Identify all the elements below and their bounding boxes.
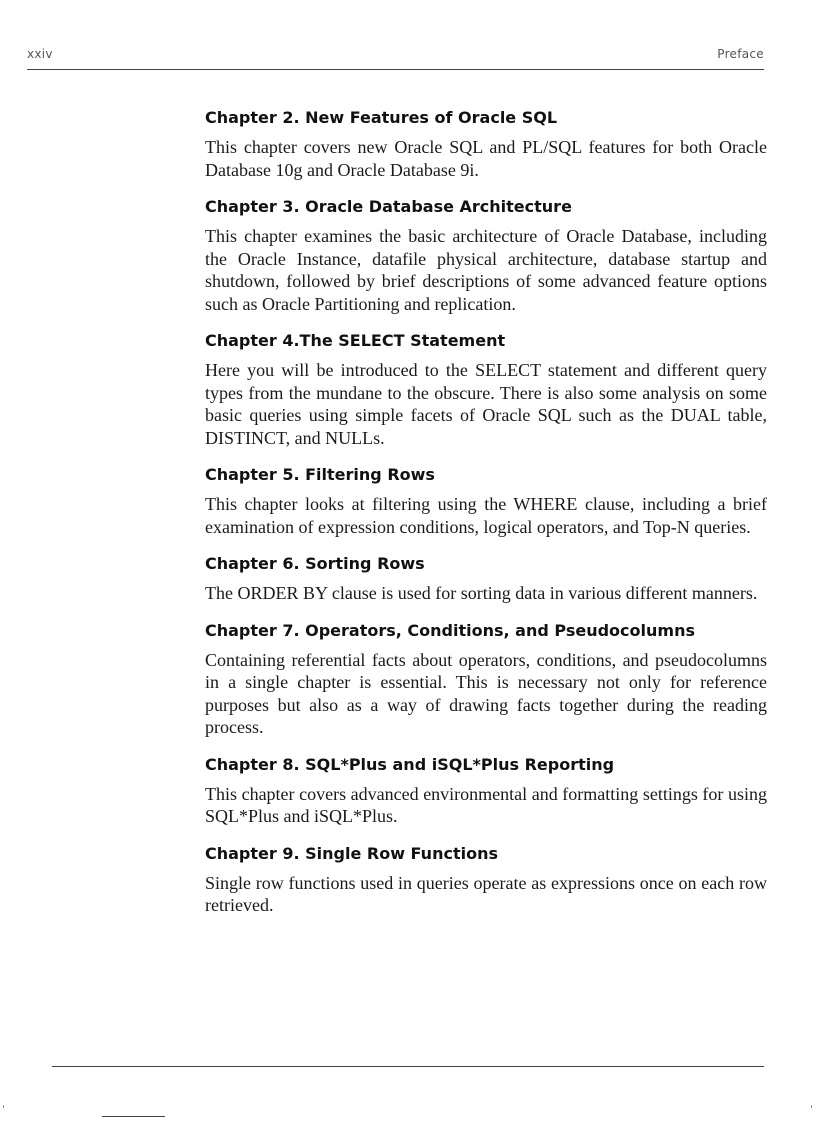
chapter-description: The ORDER BY clause is used for sorting data in various different manners.	[205, 583, 758, 603]
chapter-heading: Chapter 7. Operators, Conditions, and Pseudocolumns	[205, 620, 695, 640]
chapter-heading: Chapter 6. Sorting Rows	[205, 554, 425, 573]
chapter-heading: Chapter 4.The SELECT Statement	[205, 331, 506, 350]
chapter-entry	[205, 196, 767, 315]
header-rule	[27, 69, 764, 70]
chapter-description: This chapter covers advanced environmental and formatting settings for using SQL*Plus and iSQL*Plus.	[205, 783, 767, 826]
chapter-entry	[205, 620, 767, 739]
running-head	[27, 47, 764, 65]
chapter-heading: Chapter 2. New Features of Oracle SQL	[205, 108, 558, 127]
footer-rule	[52, 1066, 764, 1067]
chapter-heading: Chapter 9. Single Row Functions	[205, 843, 498, 863]
chapter-description: This chapter examines the basic architecture of Oracle Database, including the Oracle Instance, datafile physical architecture, database startup and shutdown, followed by brief descriptions of some advanced feature options such as Oracle Partitioning and replication.	[205, 226, 767, 314]
footnote-rule	[102, 1116, 165, 1117]
chapter-entry	[205, 843, 767, 917]
chapter-description: Single row functions used in queries operate as expressions once on each row retrieved.	[205, 872, 767, 915]
crop-mark	[3, 1105, 4, 1108]
chapter-entry	[205, 754, 767, 828]
page-number: xxiv	[27, 47, 53, 61]
chapter-entry	[205, 330, 767, 449]
chapter-description: This chapter covers new Oracle SQL and PL/SQL features for both Oracle Database 10g and Oracle Database 9i.	[205, 137, 767, 180]
chapter-entry	[205, 107, 767, 181]
page-body	[205, 107, 767, 932]
chapter-heading: Chapter 8. SQL*Plus and iSQL*Plus Reporting	[205, 754, 615, 774]
chapter-heading: Chapter 5. Filtering Rows	[205, 465, 435, 484]
chapter-entry	[205, 464, 767, 538]
chapter-heading: Chapter 3. Oracle Database Architecture	[205, 197, 572, 216]
chapter-description: Here you will be introduced to the SELECT statement and different query types from the mundane to the obscure. There is also some analysis on some basic queries using simple facets of Oracle SQL such as the DUAL table, DISTINCT, and NULLs.	[205, 360, 767, 448]
chapter-description: This chapter looks at filtering using the WHERE clause, including a brief examination of expression conditions, logical operators, and Top-N queries.	[205, 494, 767, 537]
chapter-description: Containing referential facts about operators, conditions, and pseudocolumns in a single chapter is essential. This is necessary not only for reference purposes but also as a way of drawing facts together during the reading process.	[205, 649, 767, 737]
running-section-title: Preface	[717, 47, 764, 61]
chapter-entry	[205, 553, 767, 605]
crop-mark	[811, 1105, 812, 1108]
